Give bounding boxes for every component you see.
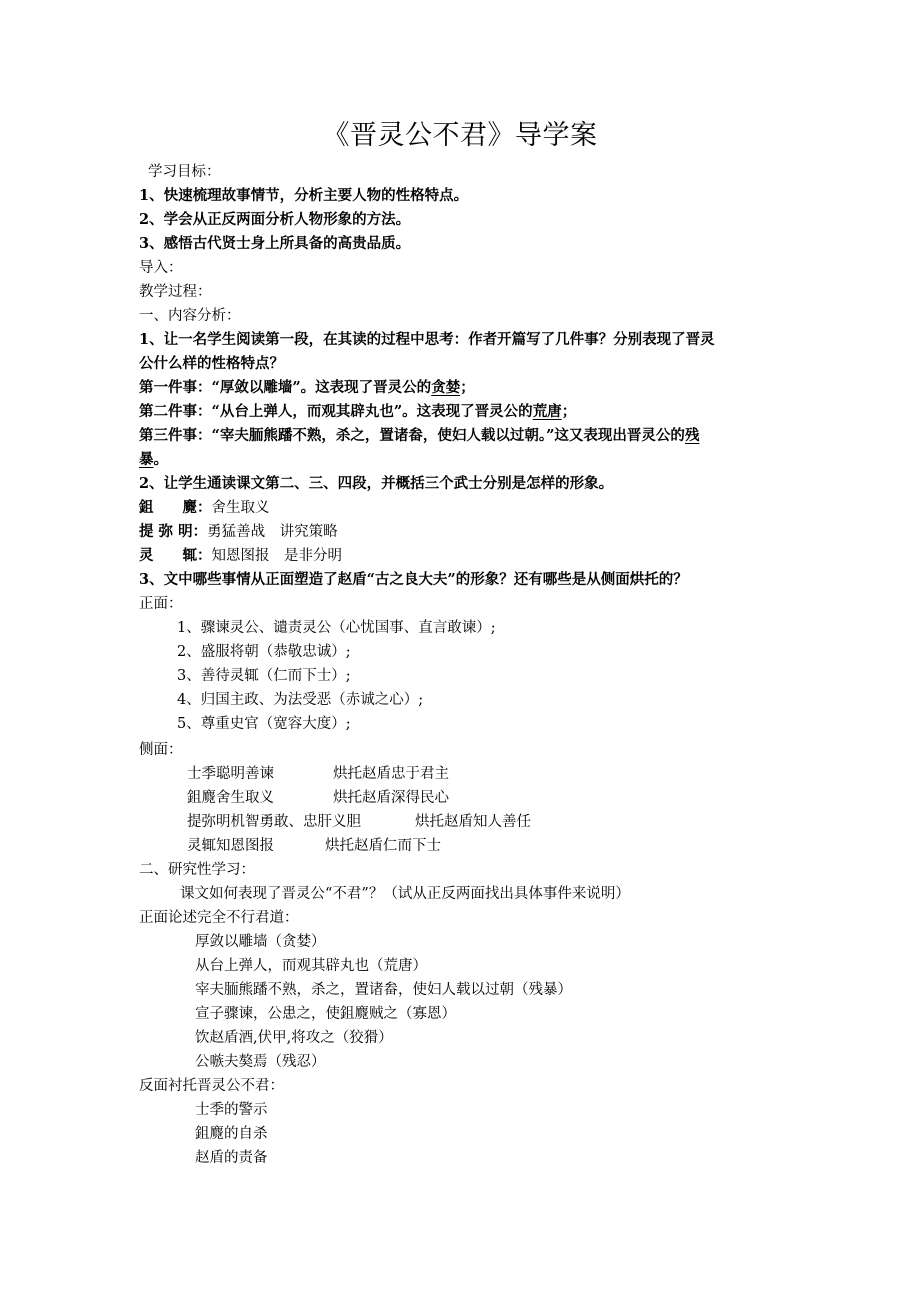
warrior-desc: 勇猛善战 讲究策略 xyxy=(207,524,338,540)
goal-item-1: 1、快速梳理故事情节，分析主要人物的性格特点。 xyxy=(139,187,469,204)
positive-item: 公嗾夫獒焉（残忍） xyxy=(195,1054,326,1070)
event-3-trait: 残 xyxy=(684,427,700,444)
side-item-right: 烘托赵盾忠于君主 xyxy=(333,766,449,782)
question-2: 2、让学生通读课文第二、三、四段，并概括三个武士分别是怎样的形象。 xyxy=(139,475,614,492)
side-item-left: 鉏麑舍生取义 xyxy=(187,790,274,806)
warrior-row xyxy=(139,546,342,566)
front-item: 2、盛服将朝（恭敬忠诚）; xyxy=(177,644,351,660)
goal-item-3: 3、感悟古代贤士身上所具备的高贵品质。 xyxy=(139,235,411,252)
side-item-left: 士季聪明善谏 xyxy=(187,766,274,782)
part2-question: 课文如何表现了晋灵公“不君”？（试从正反两面找出具体事件来说明） xyxy=(180,886,630,902)
event-3-trait-continued: 暴 xyxy=(139,451,154,468)
side-label: 侧面： xyxy=(139,742,183,758)
intro-label: 导入： xyxy=(139,260,183,276)
warrior-desc: 舍生取义 xyxy=(211,500,270,516)
negative-label: 反面衬托晋灵公不君： xyxy=(139,1078,284,1094)
warrior-name: 鉏 麑： xyxy=(139,499,212,516)
negative-item: 赵盾的责备 xyxy=(195,1150,268,1166)
side-item-left: 提弥明机智勇敢、忠肝义胆 xyxy=(187,814,361,830)
front-item: 5、尊重史官（宽容大度）; xyxy=(177,716,351,732)
warrior-name: 提 弥 明： xyxy=(139,523,208,540)
side-item-right: 烘托赵盾仁而下士 xyxy=(325,838,441,854)
document-title: 《晋灵公不君》导学案 xyxy=(322,120,598,151)
positive-item: 厚敛以雕墙（贪婪） xyxy=(195,934,326,950)
side-item-right: 烘托赵盾知人善任 xyxy=(415,814,531,830)
positive-item: 宰夫胹熊蹯不熟，杀之，置诸畚，使妇人载以过朝（残暴） xyxy=(195,982,572,998)
event-3: 第三件事：“宰夫胹熊蹯不熟，杀之，置诸畚，使妇人载以过朝。”这又表现出晋灵公的残 xyxy=(139,427,700,444)
positive-item: 饮赵盾酒,伏甲,将攻之（狡猾） xyxy=(195,1030,393,1046)
warrior-desc: 知恩图报 是非分明 xyxy=(211,548,342,564)
event-2: 第二件事：“从台上弹人，而观其辟丸也”。这表现了晋灵公的荒唐； xyxy=(139,403,577,420)
negative-item: 鉏麑的自杀 xyxy=(195,1126,268,1142)
front-label: 正面： xyxy=(139,596,183,612)
positive-item: 宣子骤谏，公患之，使鉏麑贼之（寡恩） xyxy=(195,1006,456,1022)
part1-heading: 一、内容分析： xyxy=(139,308,241,324)
process-label: 教学过程： xyxy=(139,284,212,300)
front-item: 4、归国主政、为法受恶（赤诚之心）; xyxy=(177,692,424,708)
front-item: 3、善待灵辄（仁而下士）; xyxy=(177,668,351,684)
part2-heading: 二、研究性学习： xyxy=(139,862,255,878)
question-1-line-1: 1、让一名学生阅读第一段，在其读的过程中思考：作者开篇写了几件事？分别表现了晋灵 xyxy=(139,331,715,348)
question-1-line-2: 公什么样的性格特点？ xyxy=(139,355,284,372)
front-item: 1、骤谏灵公、谴责灵公（心忧国事、直言敢谏）; xyxy=(177,620,496,636)
side-item-left: 灵辄知恩图报 xyxy=(187,838,274,854)
event-2-trait: 荒唐 xyxy=(532,403,562,420)
positive-item: 从台上弹人，而观其辟丸也（荒唐） xyxy=(195,958,427,974)
event-1-trait: 贪婪 xyxy=(431,379,461,396)
event-1: 第一件事：“厚敛以雕墙”。这表现了晋灵公的贪婪； xyxy=(139,379,475,396)
warrior-row xyxy=(139,498,270,518)
positive-label: 正面论述完全不行君道： xyxy=(139,910,299,926)
event-3-continued: 暴。 xyxy=(139,451,168,468)
warrior-name: 灵 辄： xyxy=(139,547,212,564)
warrior-row xyxy=(139,522,338,542)
question-3: 3、文中哪些事情从正面塑造了赵盾“古之良大夫”的形象？还有哪些是从侧面烘托的？ xyxy=(139,571,688,588)
goals-heading: 学习目标： xyxy=(148,164,221,180)
negative-item: 士季的警示 xyxy=(195,1102,268,1118)
side-item-right: 烘托赵盾深得民心 xyxy=(333,790,449,806)
goal-item-2: 2、学会从正反两面分析人物形象的方法。 xyxy=(139,211,411,228)
